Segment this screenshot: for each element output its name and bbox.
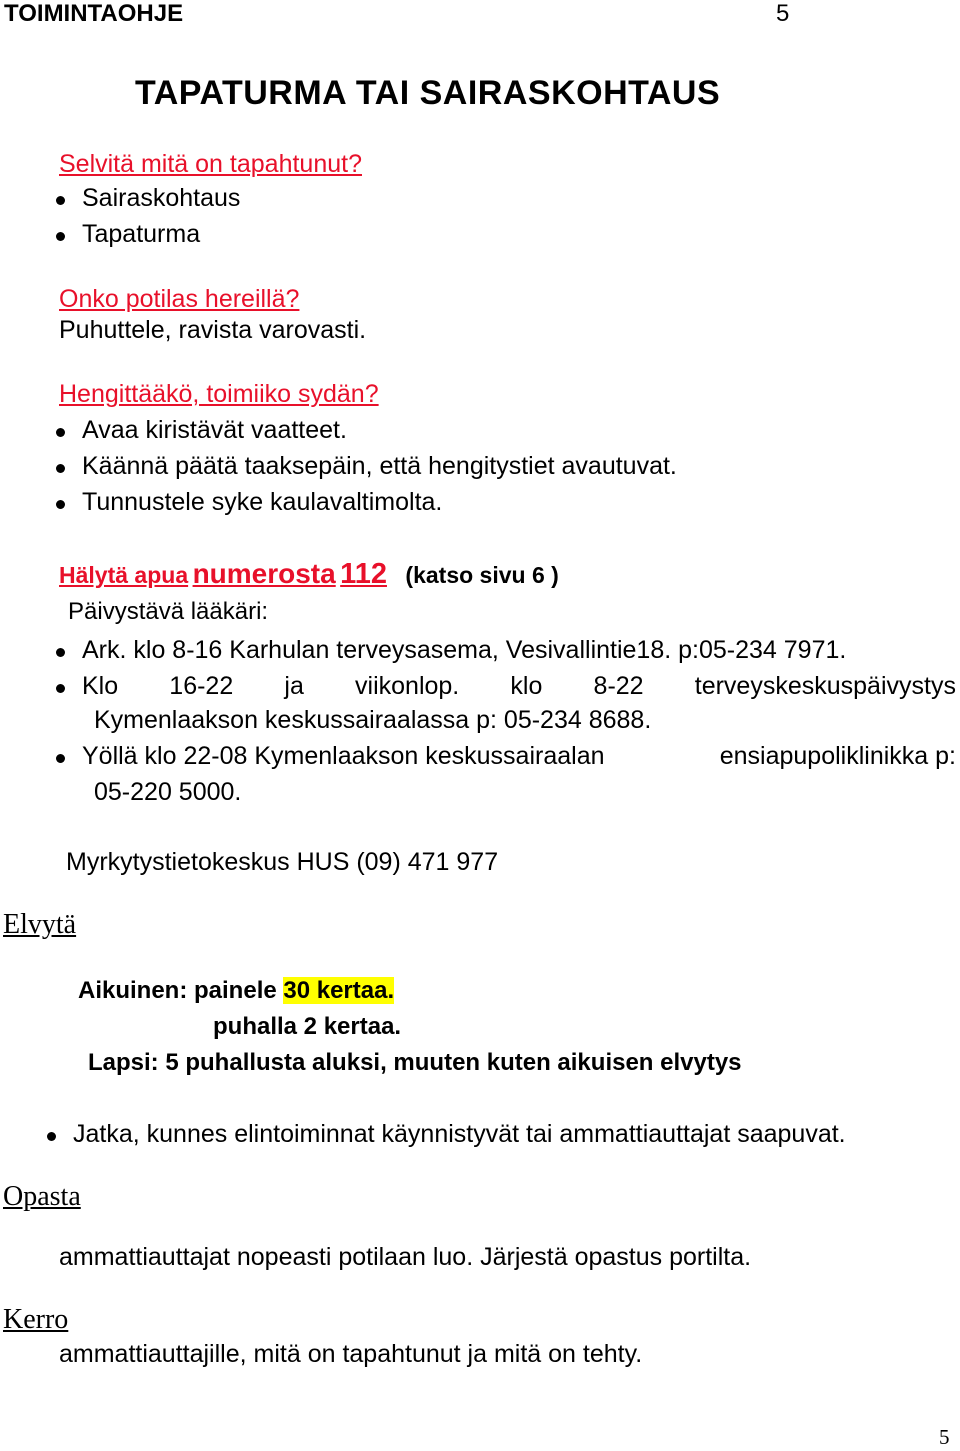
page-title: TAPATURMA TAI SAIRASKOHTAUS <box>135 74 721 112</box>
cpr-adult-label: Aikuinen: painele <box>78 977 277 1004</box>
word: viikonlop. <box>355 672 460 700</box>
word: klo <box>510 672 543 700</box>
list-item: Jatka, kunnes elintoiminnat käynnistyvät tai ammattiauttajat saapuvat. <box>73 1120 846 1148</box>
cpr-adult-instruction <box>78 977 394 1005</box>
section-heading-cpr: Elvytä <box>3 909 77 940</box>
header-page-number: 5 <box>776 0 790 27</box>
cpr-adult-highlight: 30 kertaa. <box>283 977 395 1004</box>
list-item-continuation: Kymenlaakson keskussairaalassa p: 05-234 8688. <box>94 706 652 734</box>
doctor-label: Päivystävä lääkäri: <box>68 598 269 625</box>
list-item: Ark. klo 8-16 Karhulan terveysasema, Vesivallintie18. p:05-234 7971. <box>82 636 847 664</box>
poison-center-info: Myrkytystietokeskus HUS (09) 471 977 <box>66 848 499 876</box>
emergency-number: 112 <box>340 558 387 590</box>
list-item <box>82 672 956 701</box>
section-heading-tell: Kerro <box>3 1304 69 1335</box>
footer-page-number: 5 <box>939 1425 950 1449</box>
bullet-icon <box>56 684 65 693</box>
tell-text: ammattiauttajille, mitä on tapahtunut ja mitä on tehty. <box>59 1340 643 1368</box>
guide-text: ammattiauttajat nopeasti potilaan luo. Järjestä opastus portilta. <box>59 1243 752 1271</box>
cpr-blow-instruction: puhalla 2 kertaa. <box>213 1013 402 1040</box>
list-item: Avaa kiristävät vaatteet. <box>82 416 347 444</box>
cpr-child-instruction: Lapsi: 5 puhallusta aluksi, muuten kuten aikuisen elvytys <box>88 1049 742 1076</box>
list-item: Tapaturma <box>82 220 201 248</box>
section-heading-guide: Opasta <box>3 1181 81 1212</box>
alarm-heading-part1: Hälytä apua <box>59 562 189 588</box>
line-right: ensiapupoliklinikka p: <box>719 742 956 770</box>
list-item-continuation: 05-220 5000. <box>94 778 242 806</box>
section-text-conscious: Puhuttele, ravista varovasti. <box>59 316 367 344</box>
list-item: Tunnustele syke kaulavaltimolta. <box>82 488 443 516</box>
list-item <box>82 742 956 771</box>
word: 16-22 <box>169 672 234 700</box>
word: ja <box>284 672 304 700</box>
section-heading-conscious: Onko potilas hereillä? <box>59 285 300 313</box>
word: terveyskeskuspäivystys <box>694 672 956 700</box>
section-heading-breathing: Hengittääkö, toimiiko sydän? <box>59 380 379 408</box>
line-left: Yöllä klo 22-08 Kymenlaakson keskussairaalan <box>82 742 605 770</box>
document-header-title: TOIMINTAOHJE <box>4 0 184 27</box>
list-item: Käännä päätä taaksepäin, että hengitystiet avautuvat. <box>82 452 677 480</box>
alarm-heading-part2: numerosta <box>192 558 336 589</box>
word: Klo <box>82 672 119 700</box>
list-item: Sairaskohtaus <box>82 184 241 212</box>
section-heading-what-happened: Selvitä mitä on tapahtunut? <box>59 150 362 178</box>
bullet-icon <box>56 754 65 763</box>
alarm-heading <box>59 558 559 591</box>
alarm-note: (katso sivu 6 ) <box>405 562 559 588</box>
word: 8-22 <box>593 672 644 700</box>
